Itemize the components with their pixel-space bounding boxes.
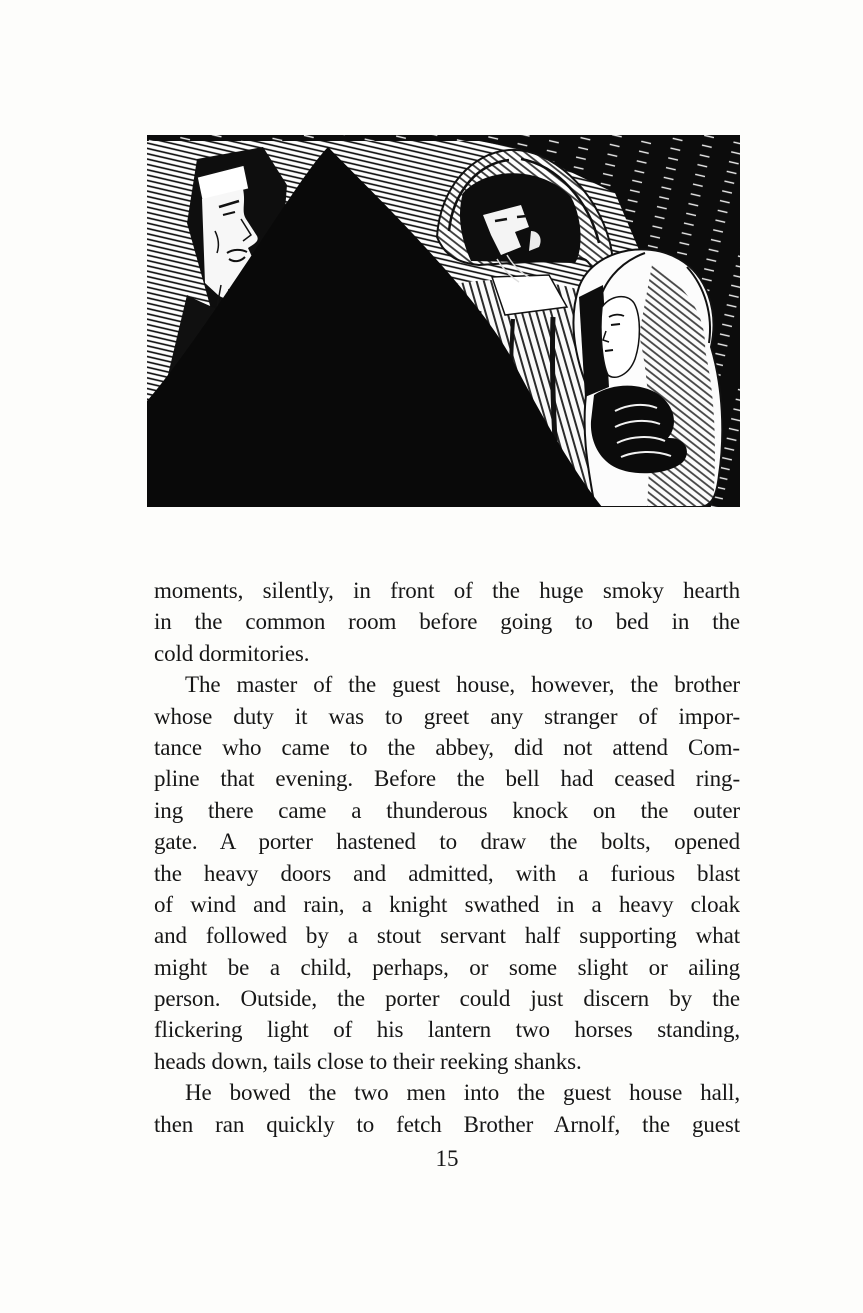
woodcut-illustration-svg	[147, 135, 740, 507]
text-line: gate. A porter hastened to draw the bolts, opened	[154, 829, 740, 855]
text-line: and followed by a stout servant half supporting what	[154, 923, 740, 949]
text-line: heads down, tails close to their reeking shanks.	[154, 1048, 582, 1074]
text-line: The master of the guest house, however, the brother	[185, 672, 740, 698]
text-line: pline that evening. Before the bell had ceased ring-	[154, 766, 740, 792]
text-line: in the common room before going to bed in the	[154, 609, 740, 635]
text-line: flickering light of his lantern two horses standing,	[154, 1017, 740, 1043]
text-line: cold dormitories.	[154, 640, 310, 666]
text-line: ing there came a thunderous knock on the outer	[154, 797, 740, 823]
text-line: might be a child, perhaps, or some slight or ailing	[154, 954, 740, 980]
text-line: He bowed the two men into the guest house hall,	[185, 1080, 740, 1106]
text-line: then ran quickly to fetch Brother Arnolf, the guest	[154, 1111, 740, 1137]
book-illustration	[147, 135, 740, 507]
text-line: the heavy doors and admitted, with a furious blast	[154, 860, 740, 886]
text-line: whose duty it was to greet any stranger of impor-	[154, 703, 740, 729]
text-line: of wind and rain, a knight swathed in a heavy cloak	[154, 891, 740, 917]
young-traveller-figure	[573, 249, 722, 507]
text-line: tance who came to the abbey, did not attend Com-	[154, 734, 740, 760]
page-number: 15	[435, 1146, 459, 1171]
text-line: person. Outside, the porter could just discern by the	[154, 986, 740, 1012]
text-line: moments, silently, in front of the huge smoky hearth	[154, 578, 740, 603]
body-text	[154, 575, 740, 1140]
